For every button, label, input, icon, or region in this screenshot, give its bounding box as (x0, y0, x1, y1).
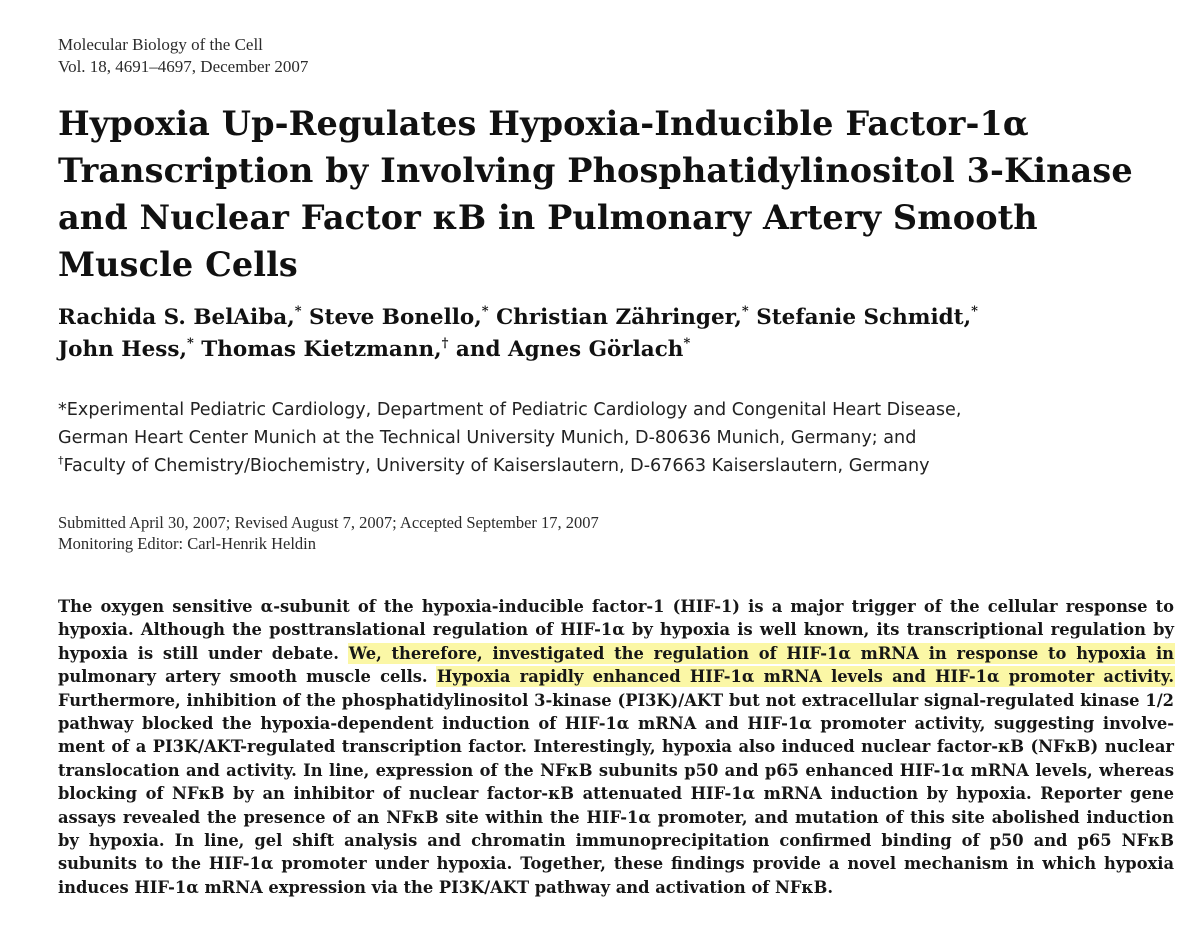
affiliations (58, 396, 1178, 480)
abstract-line (58, 665, 1174, 688)
author-name: Thomas Kietzmann, (193, 337, 442, 362)
abstract-line: hypoxia. Although the posttranslational regulation of HIF-1α by hypoxia is well known, its transcriptional regulation by (58, 620, 1174, 640)
abstract-line: pathway blocked the hypoxia-dependent induction of HIF-1α mRNA and HIF-1α promoter activity, suggesting involve- (58, 714, 1174, 734)
author-line (58, 334, 1178, 366)
affiliation-mark: * (481, 303, 489, 319)
paper-page (58, 34, 1178, 899)
journal-volume: Vol. 18, 4691–4697, December 2007 (58, 57, 309, 76)
abstract-line: induces HIF-1α mRNA expression via the PI3K/AKT pathway and activation of NFκB. (58, 877, 834, 897)
affiliation-line (58, 452, 1178, 480)
affiliation-text: Faculty of Chemistry/Biochemistry, University of Kaiserslautern, D-67663 Kaiserslautern, Germany (63, 456, 930, 476)
author-line (58, 302, 1178, 334)
abstract-line: assays revealed the presence of an NFκB site within the HIF-1α promoter, and mutation of this site abolished induction (58, 807, 1174, 827)
title-line: and Nuclear Factor κB in Pulmonary Artery Smooth (58, 198, 1038, 237)
journal-name: Molecular Biology of the Cell (58, 35, 263, 54)
abstract-line: by hypoxia. In line, gel shift analysis and chromatin immunoprecipitation confirmed binding of p50 and p65 NFκB (58, 831, 1174, 851)
submission-info (58, 512, 1178, 554)
abstract-text: hypoxia is still under debate. (58, 643, 349, 663)
author-list (58, 302, 1178, 366)
abstract-line: ment of a PI3K/AKT-regulated transcription factor. Interestingly, hypoxia also induced nuclear factor-κB (NFκB) nuclear (58, 737, 1174, 757)
journal-header (58, 34, 1178, 78)
affiliation-mark: † (58, 454, 64, 468)
author-name: John Hess, (58, 337, 187, 362)
author-name: and Agnes Görlach (448, 337, 684, 362)
abstract-text: pulmonary artery smooth muscle cells. (58, 667, 437, 687)
affiliation-mark: * (683, 335, 691, 351)
abstract-line: translocation and activity. In line, expression of the NFκB subunits p50 and p65 enhanced HIF-1α mRNA levels, whereas (58, 760, 1174, 780)
submission-dates: Submitted April 30, 2007; Revised August 7, 2007; Accepted September 17, 2007 (58, 513, 599, 532)
affiliation-mark: * (294, 303, 302, 319)
title-line: Transcription by Involving Phosphatidylinositol 3-Kinase (58, 151, 1133, 190)
affiliation-mark: * (741, 303, 749, 319)
abstract (58, 595, 1174, 899)
author-name: Rachida S. BelAiba, (58, 305, 295, 330)
highlighted-text: We, therefore, investigated the regulation of HIF-1α mRNA in response to hypoxia in (348, 643, 1174, 663)
abstract-line: blocking of NFκB by an inhibitor of nuclear factor-κB attenuated HIF-1α mRNA induction by hypoxia. Reporter gene (58, 784, 1174, 804)
author-name: Christian Zähringer, (488, 305, 742, 330)
affiliation-mark: * (971, 303, 978, 319)
affiliation-mark: † (441, 335, 449, 351)
abstract-line (58, 642, 1174, 665)
author-name: Steve Bonello, (301, 305, 482, 330)
abstract-line: subunits to the HIF-1α promoter under hypoxia. Together, these findings provide a novel mechanism in which hypoxia (58, 854, 1174, 874)
author-name: Stefanie Schmidt, (748, 305, 972, 330)
paper-title (58, 100, 1178, 288)
abstract-line: The oxygen sensitive α-subunit of the hypoxia-inducible factor-1 (HIF-1) is a major trigger of the cellular response to (58, 597, 1174, 616)
abstract-line: Furthermore, inhibition of the phosphatidylinositol 3-kinase (PI3K)/AKT but not extracellular signal-regulated kinase 1/2 (58, 690, 1174, 710)
title-line: Hypoxia Up-Regulates Hypoxia-Inducible Factor-1α (58, 104, 1029, 143)
affiliation-line: German Heart Center Munich at the Technical University Munich, D-80636 Munich, Germany; and (58, 428, 917, 448)
highlighted-text: Hypoxia rapidly enhanced HIF-1α mRNA levels and HIF-1α promoter activity. (436, 667, 1174, 687)
title-line: Muscle Cells (58, 245, 298, 284)
monitoring-editor: Monitoring Editor: Carl-Henrik Heldin (58, 534, 316, 553)
affiliation-line: *Experimental Pediatric Cardiology, Department of Pediatric Cardiology and Congenital Heart Disease, (58, 400, 962, 420)
affiliation-mark: * (186, 335, 194, 351)
